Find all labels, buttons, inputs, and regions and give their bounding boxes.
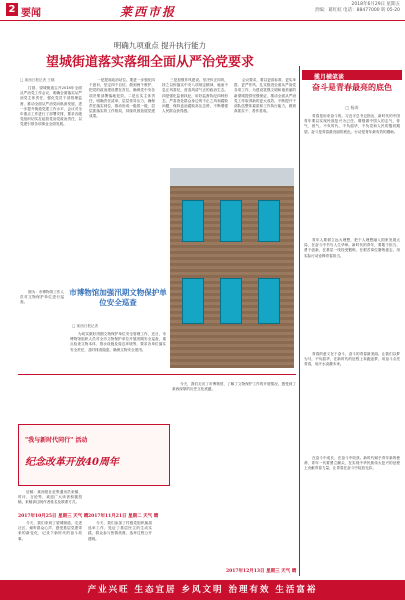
lead-byline: □ 莱西日报记者 王娜	[20, 78, 55, 82]
diary-date-1: 2017年10月25日 星期三 天气 晴	[18, 514, 89, 519]
issue-meta	[268, 2, 400, 14]
column-body-4: 在奋斗中成长，在奋斗中收获。新时代赋予青年新的使命，青年一代要勇立潮头，在实现中华民族伟大复兴的征程上贡献青春力量，让青春在奋斗中绽放光彩。	[304, 456, 400, 471]
campaign-banner	[18, 424, 170, 486]
photo-window	[258, 278, 280, 324]
lead-column-1: 打基，望城街道召开2018年全面从严治党工作会议，明确全面落实从严治党主体责任，强化党员干部管理监督，推动全面从严治党向纵深发展，进一步提升街道党建工作水平，会议对全年重点工作进行了部署安排，要求各级党组织切实扛起管党治党政治责任，以党建引领各项事业全面发展。	[20, 86, 82, 127]
photo-window	[220, 200, 242, 242]
lead-subhead: 明确九项重点 提升执行能力	[113, 41, 207, 50]
lead-column-4: 会议要求，要以更高标准、更实举措、更严作风，扎实推进全面从严治党各项工作，为建设富强文明和谐美丽的新望城提供坚强保证，推动全面从严治党工作取得新的更大成效，不断提升干部队伍整体素质和工作执行能力，做到真抓实干、善作善成。	[234, 78, 296, 114]
photo-sky	[170, 168, 294, 186]
photo-caption: 图为：市博物馆工作人员对文物保护单位进行巡查。	[20, 290, 64, 305]
column-body-3: 青春的意义在于奋斗，奋斗的青春最美丽。让我们以梦为马，不负韶华，在新时代的征程上奔跑追梦，用奋斗点亮青春，用汗水浇灌未来。	[304, 352, 400, 367]
page-number: 2	[6, 3, 18, 16]
column-author: □ 杨涛	[345, 105, 359, 110]
photo-window	[182, 200, 204, 242]
column-body-2: 青年人要树立远大理想，把个人理想融入国家发展大局，在奋斗中书写人生华章。新时代的青年，要敢于担当、勇于创新，在基层一线经受锻炼，在艰苦岗位磨炼意志，用实际行动诠释青春担当。	[304, 238, 400, 258]
column-header-label: 揽月横笔谈	[314, 73, 345, 81]
sidebar-story-body: 为切实做好汛期文物保护单位安全管理工作，近日，市博物馆组织人员对全市文物保护单位开展汛期安全巡查，重点检查文物本体、排水设施及周边环境等，要求各单位落实安全责任，及时排查隐患，确保文物安全度汛。	[70, 332, 166, 352]
lead-headline: 望城街道落实落细全面从严治党要求	[45, 55, 254, 70]
diary-date-2: 2017年11月21日 星期二 天气 晴	[88, 514, 159, 519]
section-divider	[18, 374, 296, 375]
diary-date-3: 2017年12月13日 星期三 天气 晴	[226, 569, 297, 574]
diary-entry-2: 今天，我们参加了村级党组织换届选举工作，见证了基层民主的生动实践，群众参与热情高涨，选举过程公开透明。	[88, 521, 152, 541]
section-title: 要闻	[21, 8, 41, 19]
sidebar-story-title: 市博物馆加强汛期文物保护单位安全巡查	[69, 288, 167, 307]
building-photo	[170, 168, 294, 368]
banner-line-1: "我与新时代同行" 活动	[25, 437, 88, 444]
footer-slogan: 产业兴旺 生态宜居 乡风文明 治理有效 生活富裕	[0, 580, 405, 600]
notice-text: 征稿：莱西报社征集通讯员来稿、时评、言论等，欢迎广大读者积极投稿，来稿请注明作者姓名及联系方式。	[18, 490, 82, 505]
lead-column-2: 一是提高政治站位。要进一步强化四个意识，坚定四个自信，做到两个维护，把党的政治建设摆在首位，确保党中央各项决策部署落地见效。二是压实主体责任，明确责任清单，层层传导压力，确保责任落实到位，推动形成一级抓一级、层层抓落实的工作格局，持续巩固拓展党建成果。	[89, 78, 155, 119]
editor-contact: 责编：葛红虹 电话：88477000 转 05-20	[314, 8, 400, 13]
diary-entry-1: 今天，我们来到了望城街道，走进社区，倾听群众心声，感受基层党建带来的新变化，记录下新时代的奋斗故事。	[18, 521, 82, 541]
photo-window	[220, 278, 242, 324]
photo-window	[182, 278, 204, 324]
column-divider	[299, 66, 300, 576]
issue-date: 2018年6月29日 星期五	[351, 2, 400, 7]
column-body-1: 青春是用来奋斗的。习近平总书记指出，新时代的中国青年要以实现民族复兴为己任，增强做中国人的志气、骨气、底气，不负时代，不负韶华，不负党和人民的殷切期望。奋斗是青春最亮丽的底色，行动是青年最有效的磨砺。	[304, 114, 400, 134]
photo-window	[258, 200, 280, 242]
sidebar-story-byline: □ 莱西日报记者	[72, 324, 99, 328]
column-header	[302, 70, 402, 80]
diary-entry-3: 今天，我们走访了市博物馆，了解了文物保护工作的开展情况，感受到了莱西深厚的历史文化底蕴。	[172, 382, 296, 392]
lead-column-3: 三是加强作风建设。坚决纠正四风，持之以恒落实中央八项规定精神，驰而不息正风肃纪，营造风清气正的政治生态。四是强化监督执纪，用好监督执纪四种形态，严肃查处群众身边的不正之风和腐败问题，保持惩治腐败高压态势，不断增强人民群众获得感。	[162, 78, 228, 114]
banner-line-2: 纪念改革开放40周年	[25, 457, 119, 468]
column-title: 奋斗是青春最亮的底色	[312, 82, 392, 92]
newspaper-brand: 莱西市报	[120, 5, 177, 19]
